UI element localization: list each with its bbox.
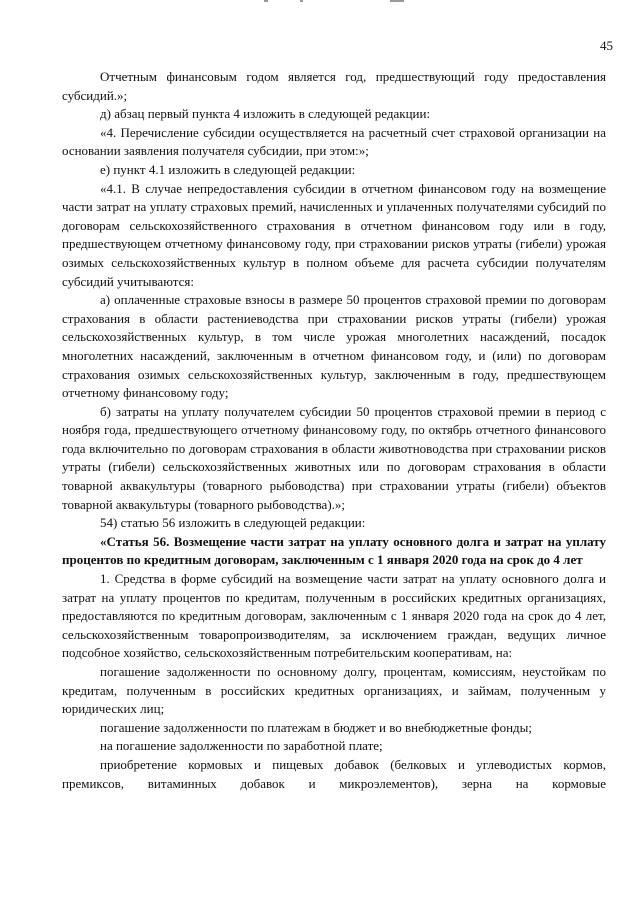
paragraph-item-4: «4. Перечисление субсидии осуществляется на расчетный счет страховой организации на основании заявления получателя субсидии, при этом:»;	[62, 124, 606, 159]
scan-edge-marks	[240, 0, 420, 4]
page-number: 45	[600, 38, 613, 53]
paragraph-article-56-clause-1: 1. Средства в форме субсидий на возмещение части затрат на уплату основного долга и затрат на уплату процентов по кредитам, полученным в российских кредитных организациях, предоставляются по кредитным договорам, заключенным с 1 января 2020 года на срок до 4 лет, сельскохозяйственным товаропроизводителям, за исключением граждан, ведущих личное подсобное хозяйство, сельскохозяйственным потребительским кооперативам, на:	[62, 571, 606, 661]
paragraph-amendment-54: 54) статью 56 изложить в следующей редакции:	[100, 515, 366, 531]
paragraph-item-4-1: «4.1. В случае непредоставления субсидии в отчетном финансовом году на возмещение части затрат на уплату страховых премий, начисленных и уплаченных получателями субсидий по договорам сельскохозяйственного страхования в отчетном финансовом году или в году, предшествующем отчетному финансовому году, при страховании рисков утраты (гибели) урожая озимых сельскохозяйственных культур в полном объеме для расчета субсидии получателям субсидий учитываются:	[62, 180, 606, 289]
paragraph-budget-payments: погашение задолженности по платежам в бюджет и во внебюджетные фонды;	[100, 719, 532, 735]
article-56-heading: «Статья 56. Возмещение части затрат на уплату основного долга и затрат на уплату процентов по кредитным договорам, заключенным с 1 января 2020 года на срок до 4 лет	[62, 533, 606, 568]
paragraph-amendment-e: е) пункт 4.1 изложить в следующей редакции:	[100, 161, 356, 177]
paragraph-subitem-a: а) оплаченные страховые взносы в размере 50 процентов страховой премии по договорам страхования в области растениеводства при страховании рисков утраты (гибели) урожая сельскохозяйственных культур, в том числе урожая многолетних насаждений, посадок многолетних насаждений, заключенным в отчетном финансовом году, и (или) по договорам страхования озимых сельскохозяйственных культур, заключенным в году, предшествующем отчетному финансовому году;	[62, 292, 606, 401]
paragraph-feed-purchase: приобретение кормовых и пищевых добавок (белковых и углеводистых кормов, премиксов, витаминных добавок и микроэлементов), зерна на кормовые	[62, 756, 606, 791]
paragraph-debt-repayment: погашение задолженности по основному долгу, процентам, комиссиям, неустойкам по кредитам, полученным в российских кредитных организациях, и займам, полученным у юридических лиц;	[62, 664, 606, 717]
paragraph-subitem-b: б) затраты на уплату получателем субсидии 50 процентов страховой премии в период с ноября года, предшествующего отчетному финансовому году, по октябрь отчетного финансового года включительно по договорам страхования в области животноводства при страховании рисков утраты (гибели) сельскохозяйственных животных или по договорам страхования в области товарной аквакультуры (товарного рыбоводства) при страховании утраты (гибели) объектов товарной аквакультуры (товарного рыбоводства).»;	[62, 403, 606, 512]
document-text	[62, 68, 606, 793]
paragraph-wage-arrears: на погашение задолженности по заработной плате;	[100, 738, 383, 754]
paragraph-amendment-d: д) абзац первый пункта 4 изложить в следующей редакции:	[100, 106, 431, 122]
paragraph-reporting-year: Отчетным финансовым годом является год, предшествующий году предоставления субсидий.»;	[62, 69, 606, 103]
